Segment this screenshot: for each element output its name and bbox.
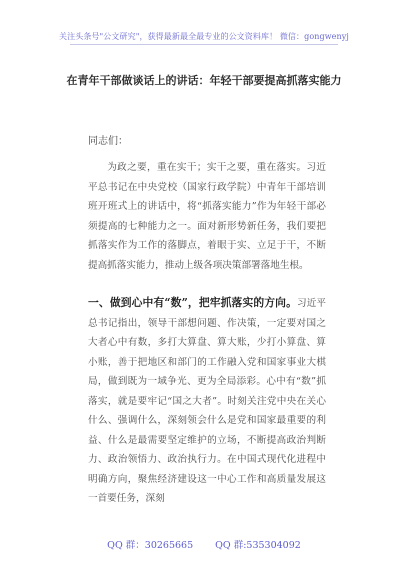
section-heading: 一、做到心中有“数”，把牢抓落实的方向。 [88,296,297,309]
footer [0,537,408,551]
footer-qq-group-1: QQ 群：30265665 [107,540,194,551]
header-banner: 关注头条号"公文研究"，获得最新最全最专业的公文资料库！ 微信：gongwenyj [59,32,349,41]
salutation: 同志们： [88,136,128,147]
footer-qq-group-2: QQ 群:535304092 [215,540,301,551]
header-divider [70,44,338,45]
paragraph-intro: 为政之要，重在实干；实干之要，重在落实。习近平总书记在中央党校（国家行政学院）中青年干部培训班开班式上的讲话中，将“抓落实能力”作为年轻干部必须提高的七种能力之一。面对新形势新任务，我们要把抓落实作为工作的落脚点，着眼于实、立足于干，不断提高抓落实能力，推动上级各项决策部署落地生根。 [88,162,326,271]
paragraph-section-one [88,293,326,509]
page-title: 在青年干部做谈话上的讲话：年轻干部要提高抓落实能力 [66,74,342,87]
section-body: 习近平总书记指出，领导干部想问题、作决策，一定要对国之大者心中有数，多打大算盘、算大账，少打小算盘、算小账，善于把地区和部门的工作融入党和国家事业大棋局，做到既为一域争光、更为全局添彩。心中有“数”抓落实，就是要牢记“国之大者”。时刻关注党中央在关心什么、强调什么，深刻领会什么是党和国家最重要的利益、什么是最需要坚定维护的立场，不断提高政治判断力、政治领悟力、政治执行力。在中国式现代化进程中明确方向，聚焦经济建设这一中心工作和高质量发展这一首要任务，深刻 [88,298,327,504]
